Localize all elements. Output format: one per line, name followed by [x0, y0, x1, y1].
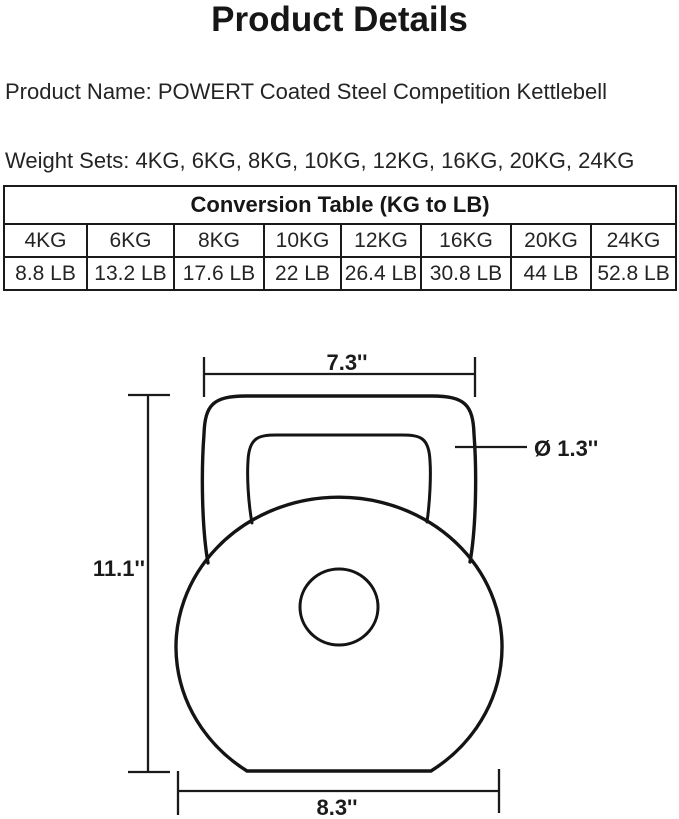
product-name-label: Product Name:	[5, 79, 152, 104]
handle-width-label: 7.3''	[326, 350, 368, 375]
product-name-value: POWERT Coated Steel Competition Kettlebell	[157, 79, 608, 104]
table-row-lb	[4, 257, 676, 290]
kg-cell: 24KG	[591, 224, 676, 257]
weight-sets-label: Weight Sets:	[5, 148, 130, 173]
lb-cell: 13.2 LB	[87, 257, 174, 290]
dimension-total-height	[93, 395, 170, 772]
kettlebell-dimension-diagram	[0, 339, 679, 819]
lb-cell: 52.8 LB	[591, 257, 676, 290]
kettlebell-body-outline	[176, 497, 502, 771]
dimension-handle-width	[204, 350, 475, 397]
lb-cell: 8.8 LB	[4, 257, 87, 290]
kg-cell: 16KG	[421, 224, 511, 257]
kettlebell-logo-circle	[300, 569, 378, 645]
base-width-label: 8.3''	[316, 795, 358, 819]
lb-cell: 26.4 LB	[341, 257, 421, 290]
weight-sets-value: 4KG, 6KG, 8KG, 10KG, 12KG, 16KG, 20KG, 24KG	[135, 148, 635, 173]
table-row-kg	[4, 224, 676, 257]
lb-cell: 22 LB	[264, 257, 341, 290]
kg-cell: 10KG	[264, 224, 341, 257]
kg-cell: 4KG	[4, 224, 87, 257]
conversion-table-title: Conversion Table (KG to LB)	[4, 186, 676, 224]
kg-cell: 12KG	[341, 224, 421, 257]
weight-sets-line	[5, 148, 634, 174]
lb-cell: 17.6 LB	[174, 257, 264, 290]
lb-cell: 44 LB	[511, 257, 591, 290]
handle-diameter-label: Ø 1.3''	[534, 436, 599, 461]
kettlebell-handle-outer-outline	[202, 396, 475, 563]
page-title: Product Details	[211, 0, 468, 39]
product-name-line	[5, 79, 607, 105]
conversion-table	[3, 185, 677, 291]
lb-cell: 30.8 LB	[421, 257, 511, 290]
kg-cell: 20KG	[511, 224, 591, 257]
dimension-base-width	[178, 769, 499, 819]
table-header-row	[4, 186, 676, 224]
kg-cell: 8KG	[174, 224, 264, 257]
kg-cell: 6KG	[87, 224, 174, 257]
total-height-label: 11.1''	[92, 556, 145, 581]
